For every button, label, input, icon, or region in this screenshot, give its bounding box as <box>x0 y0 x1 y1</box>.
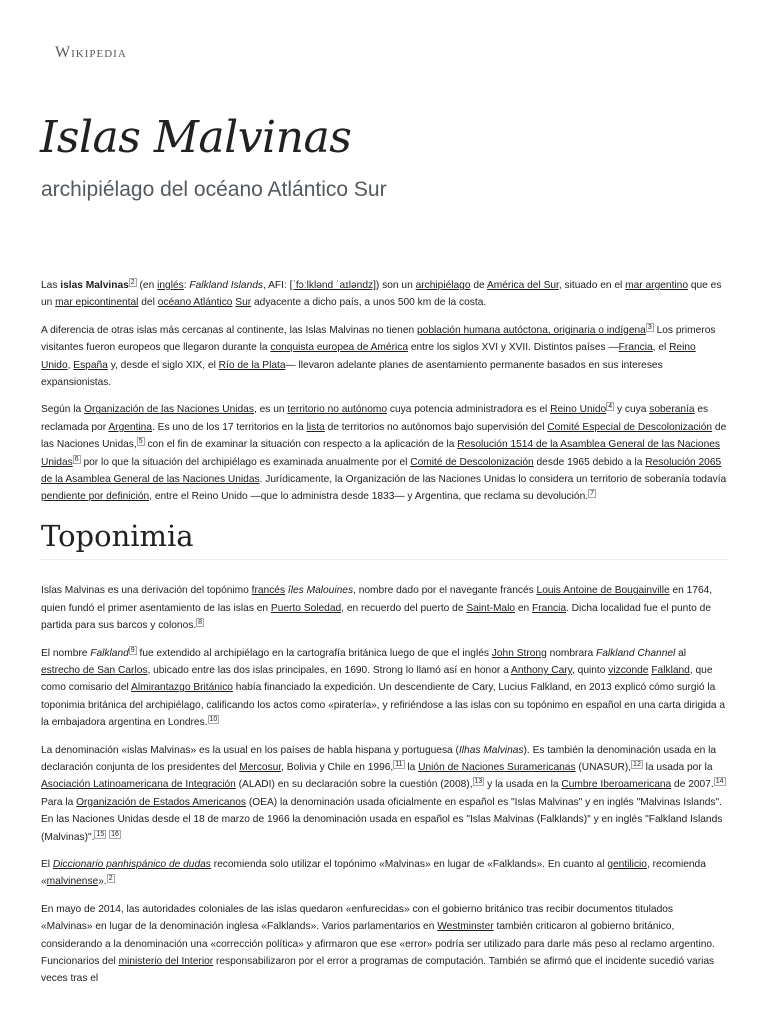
link[interactable]: Resolución 1514 de la Asamblea General de las Naciones Unidas <box>41 439 720 468</box>
link[interactable]: Argentina <box>108 421 153 433</box>
text: Los primeros visitantes fueron europeos que llegaron durante la <box>41 324 716 354</box>
text: en 1764, quien fundó el primer asentamiento de las islas en <box>41 585 713 614</box>
text: y cuya <box>614 404 650 416</box>
century: XIX <box>185 359 203 371</box>
reference <box>129 646 137 655</box>
italic-term: Falkland Islands <box>189 280 264 291</box>
link[interactable]: malvinense <box>46 876 99 888</box>
ref-link[interactable]: 6 <box>74 455 79 463</box>
link[interactable]: Comité Especial de Descolonización <box>547 421 713 433</box>
paragraph-history <box>41 322 727 392</box>
text: En mayo de 2014, las autoridades coloniales de las islas quedaron «enfurecidas» con el gobierno británico tras recibir documentos titulados «Malvinas» en lugar de la denominación inglesa «Falklands». Varios parlamentarios en <box>41 903 674 933</box>
text: , nombre dado por el navegante francés <box>353 585 537 597</box>
link[interactable]: vizconde <box>608 664 649 676</box>
link[interactable]: Resolución 2065 de la Asamblea General de las Naciones Unidas <box>41 456 722 486</box>
link[interactable]: mar epicontinental <box>55 297 139 309</box>
article-content <box>41 277 727 998</box>
text: , recomienda « <box>41 858 706 888</box>
ref-link[interactable]: 4 <box>608 403 613 411</box>
text: Según la <box>41 404 85 416</box>
reference <box>94 830 106 839</box>
ref-link[interactable]: 7 <box>590 490 594 498</box>
text: El <box>41 858 53 870</box>
link[interactable]: Río de la Plata <box>218 359 286 371</box>
link[interactable]: océano Atlántico <box>157 297 233 309</box>
ref-link[interactable]: 10 <box>209 716 218 724</box>
ref-link[interactable]: 3 <box>647 323 652 331</box>
link[interactable]: Cumbre Iberoamericana <box>561 779 672 791</box>
text: de territorios no autónomos bajo supervisión del <box>324 421 548 433</box>
text: , entre el Reino Unido —que lo administra desde 1833— y Argentina, que reclama su devolución. <box>149 491 589 503</box>
text: ). Es también la denominación usada en la declaración conjunta de los presidentes del <box>41 744 717 773</box>
text: es reclamada por <box>41 404 709 433</box>
text: Las <box>41 280 61 291</box>
text: al <box>675 647 687 659</box>
italic-term: îles Malouines <box>287 585 354 597</box>
paragraph-2014 <box>41 901 727 988</box>
ref-link[interactable]: 12 <box>633 760 641 768</box>
text: ) son un <box>375 280 416 291</box>
text: — llevaron adelante planes de asentamiento permanente basados en sus intereses expansionistas. <box>41 359 663 389</box>
ref-link[interactable]: 15 <box>96 830 105 838</box>
ref-link[interactable]: 16 <box>111 830 119 838</box>
text: (OEA) la denominación usada oficialmente en español es "Islas Malvinas" y en inglés "Malvinas Islands". En las Naciones Unidas desde el 18 de marzo de 1966 la denominación usada en español es "Islas Malvinas (Falklands)" y en inglés "Falkland Islands (Malvinas)". <box>41 796 723 843</box>
link[interactable]: América del Sur <box>486 280 559 291</box>
text: , Bolivia y Chile en 1996, <box>281 761 394 773</box>
ref-link[interactable]: 8 <box>198 619 203 627</box>
reference <box>137 437 145 446</box>
page-subtitle: archipiélago del océano Atlántico Sur <box>41 178 387 201</box>
italic-term: Falkland <box>90 647 129 659</box>
text: El nombre <box>41 647 91 659</box>
link[interactable]: Saint-Malo <box>466 602 516 614</box>
link[interactable]: Falkland <box>651 664 690 676</box>
text: nombrara <box>546 647 596 659</box>
text: adyacente a dicho país, a unos 500 km de la costa. <box>251 297 487 309</box>
link[interactable]: lista <box>306 421 325 433</box>
paragraph-falkland-name <box>41 645 727 732</box>
link[interactable]: Westminster <box>437 921 494 933</box>
ref-link[interactable]: 9 <box>130 646 135 654</box>
paragraph-dictionary <box>41 856 727 891</box>
text: había financiado la expedición. Un descendiente de Cary, Lucius Falkland, en 2013 explicó cómo surgió la toponimia británica del archipiélago, calificando los actos como «piratería», y refiriéndose a las islas con su topónimo en español en una carta dirigida a la embajadora argentina en Londres. <box>41 682 726 729</box>
text: también criticaron al gobierno británico, considerando a la denominación una «corrección política» y afirmaron que ese «error» podría ser utilizado para darle más peso al reclamo argentino. Funcionarios del <box>41 921 715 967</box>
wikipedia-logo[interactable]: Wikipedia <box>55 44 127 61</box>
reference <box>196 618 204 627</box>
link[interactable]: John Strong <box>491 647 547 659</box>
text: , el <box>652 342 670 354</box>
paragraph-intro <box>41 277 727 312</box>
text: ». <box>98 876 107 888</box>
link[interactable]: Organización de Estados Americanos <box>76 796 246 808</box>
link[interactable]: Diccionario panhispánico de dudas <box>52 858 211 870</box>
link[interactable]: Unión de Naciones Suramericanas <box>418 761 576 773</box>
ref-link[interactable]: 2 <box>108 875 113 883</box>
link[interactable]: ministerio del Interior <box>118 956 214 967</box>
link[interactable]: Sur <box>235 297 252 309</box>
italic-term: Falkland Channel <box>596 647 676 659</box>
text: . Es uno de los 17 territorios en la <box>152 421 307 433</box>
link[interactable]: Reino Unido <box>41 342 696 371</box>
italic-term: Ilhas Malvinas <box>458 744 524 756</box>
text: de las Naciones Unidas, <box>41 421 727 451</box>
ref-link[interactable]: 2 <box>130 279 135 286</box>
ref-link[interactable]: 13 <box>474 778 483 786</box>
text: Para la <box>41 796 77 808</box>
reference <box>606 402 614 411</box>
reference <box>473 777 485 786</box>
text: fue extendido al archipiélago en la cartografía británica luego de que el inglés <box>136 647 492 659</box>
link[interactable]: Comité de Descolonización <box>410 456 534 468</box>
text: en <box>515 602 533 614</box>
link[interactable]: Mercosur <box>239 761 282 773</box>
text: , situado en el <box>558 280 626 291</box>
link[interactable]: francés <box>251 585 286 597</box>
link[interactable]: Francia <box>532 602 567 614</box>
text: que es un <box>41 280 722 309</box>
text: y la usada en la <box>484 779 562 791</box>
link[interactable]: estrecho de San Carlos <box>41 664 148 676</box>
reference <box>109 830 121 839</box>
link[interactable]: territorio no autónomo <box>287 404 388 416</box>
bold-term: islas Malvinas <box>60 280 129 291</box>
text: , es un <box>253 404 288 416</box>
text: , el <box>202 359 219 371</box>
century: XVII <box>508 342 529 354</box>
link[interactable]: archipiélago <box>415 280 471 291</box>
text: de <box>470 280 487 291</box>
reference <box>73 455 81 464</box>
paragraph-denomination <box>41 742 727 846</box>
link[interactable]: Reino Unido <box>550 404 607 416</box>
link[interactable]: Puerto Soledad <box>270 602 342 614</box>
reference <box>393 760 404 769</box>
text: del <box>138 297 158 309</box>
text: cuya potencia administradora es el <box>387 404 551 416</box>
paragraph-etymology <box>41 582 727 634</box>
text: entre los siglos <box>408 342 482 354</box>
text: la usada por la <box>642 761 713 773</box>
text: Islas Malvinas es una derivación del topónimo <box>41 585 252 597</box>
text: de 2007. <box>671 779 714 791</box>
reference <box>129 278 137 287</box>
text: recomienda solo utilizar el topónimo «Malvinas» en lugar de «Falklands». En cuanto al <box>210 858 608 870</box>
ref-link[interactable]: 5 <box>138 438 143 446</box>
link[interactable]: Asociación Latinoamericana de Integración <box>41 779 236 791</box>
text: , ubicado entre las dos islas principales, en 1690. Strong lo llamó así en honor a <box>147 664 512 676</box>
link[interactable]: soberanía <box>649 404 695 416</box>
text: , AFI: <box>263 280 290 291</box>
text: (ALADI) en su declaración sobre la cuestión (2008), <box>235 779 473 791</box>
text: con el fin de examinar la situación con respecto a la aplicación de la <box>144 439 458 451</box>
text: (en <box>136 280 158 291</box>
link[interactable]: España <box>73 359 108 371</box>
link[interactable]: Organización de las Naciones Unidas <box>84 404 254 416</box>
text: . Dicha localidad fue el punto de partida para sus barcos y colonos. <box>41 602 712 632</box>
text: (UNASUR), <box>575 761 632 773</box>
link[interactable]: mar argentino <box>625 280 688 291</box>
ref-link[interactable]: 14 <box>715 778 724 786</box>
reference <box>631 760 643 769</box>
text: La denominación «islas Malvinas» es la usual en los países de habla hispana y portuguesa ( <box>41 744 459 756</box>
ref-link[interactable]: 11 <box>395 760 403 768</box>
link[interactable]: gentilicio <box>607 858 647 870</box>
reference <box>588 489 596 498</box>
text: por lo que la situación del archipiélago es examinada anualmente por el <box>80 456 411 468</box>
text: , quinto <box>572 664 609 676</box>
link[interactable]: Louis Antoine de Bougainville <box>536 585 670 597</box>
text: y <box>498 342 509 354</box>
link[interactable]: pendiente por definición <box>41 491 150 503</box>
section-heading-toponimia: Toponimia <box>41 528 727 560</box>
link[interactable]: Anthony Cary <box>511 664 573 676</box>
century: XVI <box>481 342 499 354</box>
page-title: Islas Malvinas <box>40 112 352 163</box>
reference <box>208 715 220 724</box>
reference <box>107 874 115 883</box>
text: A diferencia de otras islas más cercanas al continente, las Islas Malvinas no tienen <box>41 324 418 336</box>
reference <box>646 323 654 332</box>
paragraph-un-status <box>41 401 727 505</box>
link[interactable]: población humana autóctona, originaria o indígena <box>417 324 646 336</box>
text: la <box>404 761 419 773</box>
link[interactable]: conquista europea de América <box>270 342 408 354</box>
link[interactable]: inglés <box>157 280 184 291</box>
text: responsabilizaron por el error a programas de computación. También se afirmó que el incidente sucedió varias veces tras el <box>41 956 715 985</box>
link[interactable]: Almirantazgo Británico <box>131 682 233 694</box>
text: , en recuerdo del puerto de <box>341 602 467 614</box>
text: , que como comisario del <box>41 664 713 694</box>
text: . Distintos países — <box>528 342 619 354</box>
text: y, desde el siglo <box>107 359 186 371</box>
text: : <box>183 280 190 291</box>
reference <box>714 777 726 786</box>
text: . Jurídicamente, la Organización de las Naciones Unidas lo considera un territorio de soberanía todavía <box>259 474 727 486</box>
text: desde 1965 debido a la <box>533 456 646 468</box>
link[interactable]: Francia <box>618 342 653 354</box>
text: , <box>67 359 74 371</box>
ipa-link[interactable]: [ˈfɔːlklənd ˈaɪləndz] <box>289 280 376 291</box>
